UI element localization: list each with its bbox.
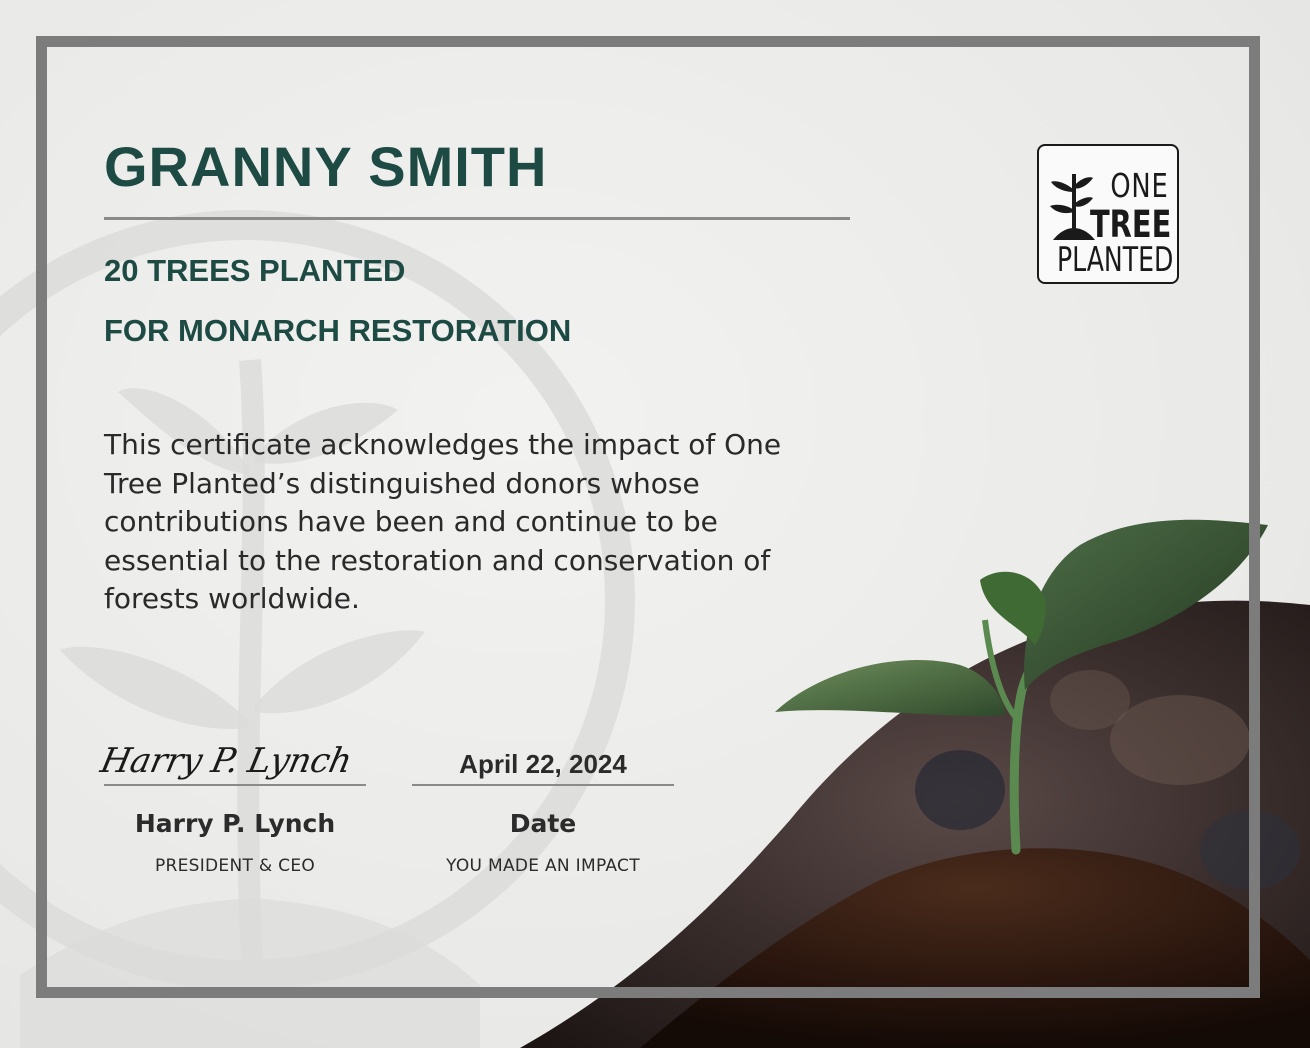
issue-date: April 22, 2024 xyxy=(459,749,627,779)
title-divider xyxy=(104,217,850,220)
project-name: FOR MONARCH RESTORATION xyxy=(104,313,572,348)
logo-text-one: ONE xyxy=(1110,166,1169,205)
recipient-name: GRANNY SMITH xyxy=(104,135,548,198)
trees-planted-count: 20 TREES PLANTED xyxy=(104,253,406,288)
date-sublabel: YOU MADE AN IMPACT xyxy=(446,856,640,876)
signature-line xyxy=(104,784,366,786)
logo-text-planted: PLANTED xyxy=(1056,240,1174,280)
signer-title: PRESIDENT & CEO xyxy=(154,856,316,876)
certificate-body: This certificate acknowledges the impact of One Tree Planted’s distinguished donors whose contributions have been and continue to be essential to the restoration and conservation of forests worldwide. xyxy=(104,428,782,615)
date-label: Date xyxy=(509,809,577,838)
signature-image xyxy=(97,730,366,792)
date-line xyxy=(412,784,674,786)
svg-text:Harry P. Lynch: Harry P. Lynch xyxy=(97,741,356,781)
one-tree-planted-logo xyxy=(1037,144,1179,284)
logo-text-tree: TREE xyxy=(1089,203,1171,246)
signer-name: Harry P. Lynch xyxy=(134,809,336,838)
logo-sprout-icon xyxy=(1047,164,1095,242)
